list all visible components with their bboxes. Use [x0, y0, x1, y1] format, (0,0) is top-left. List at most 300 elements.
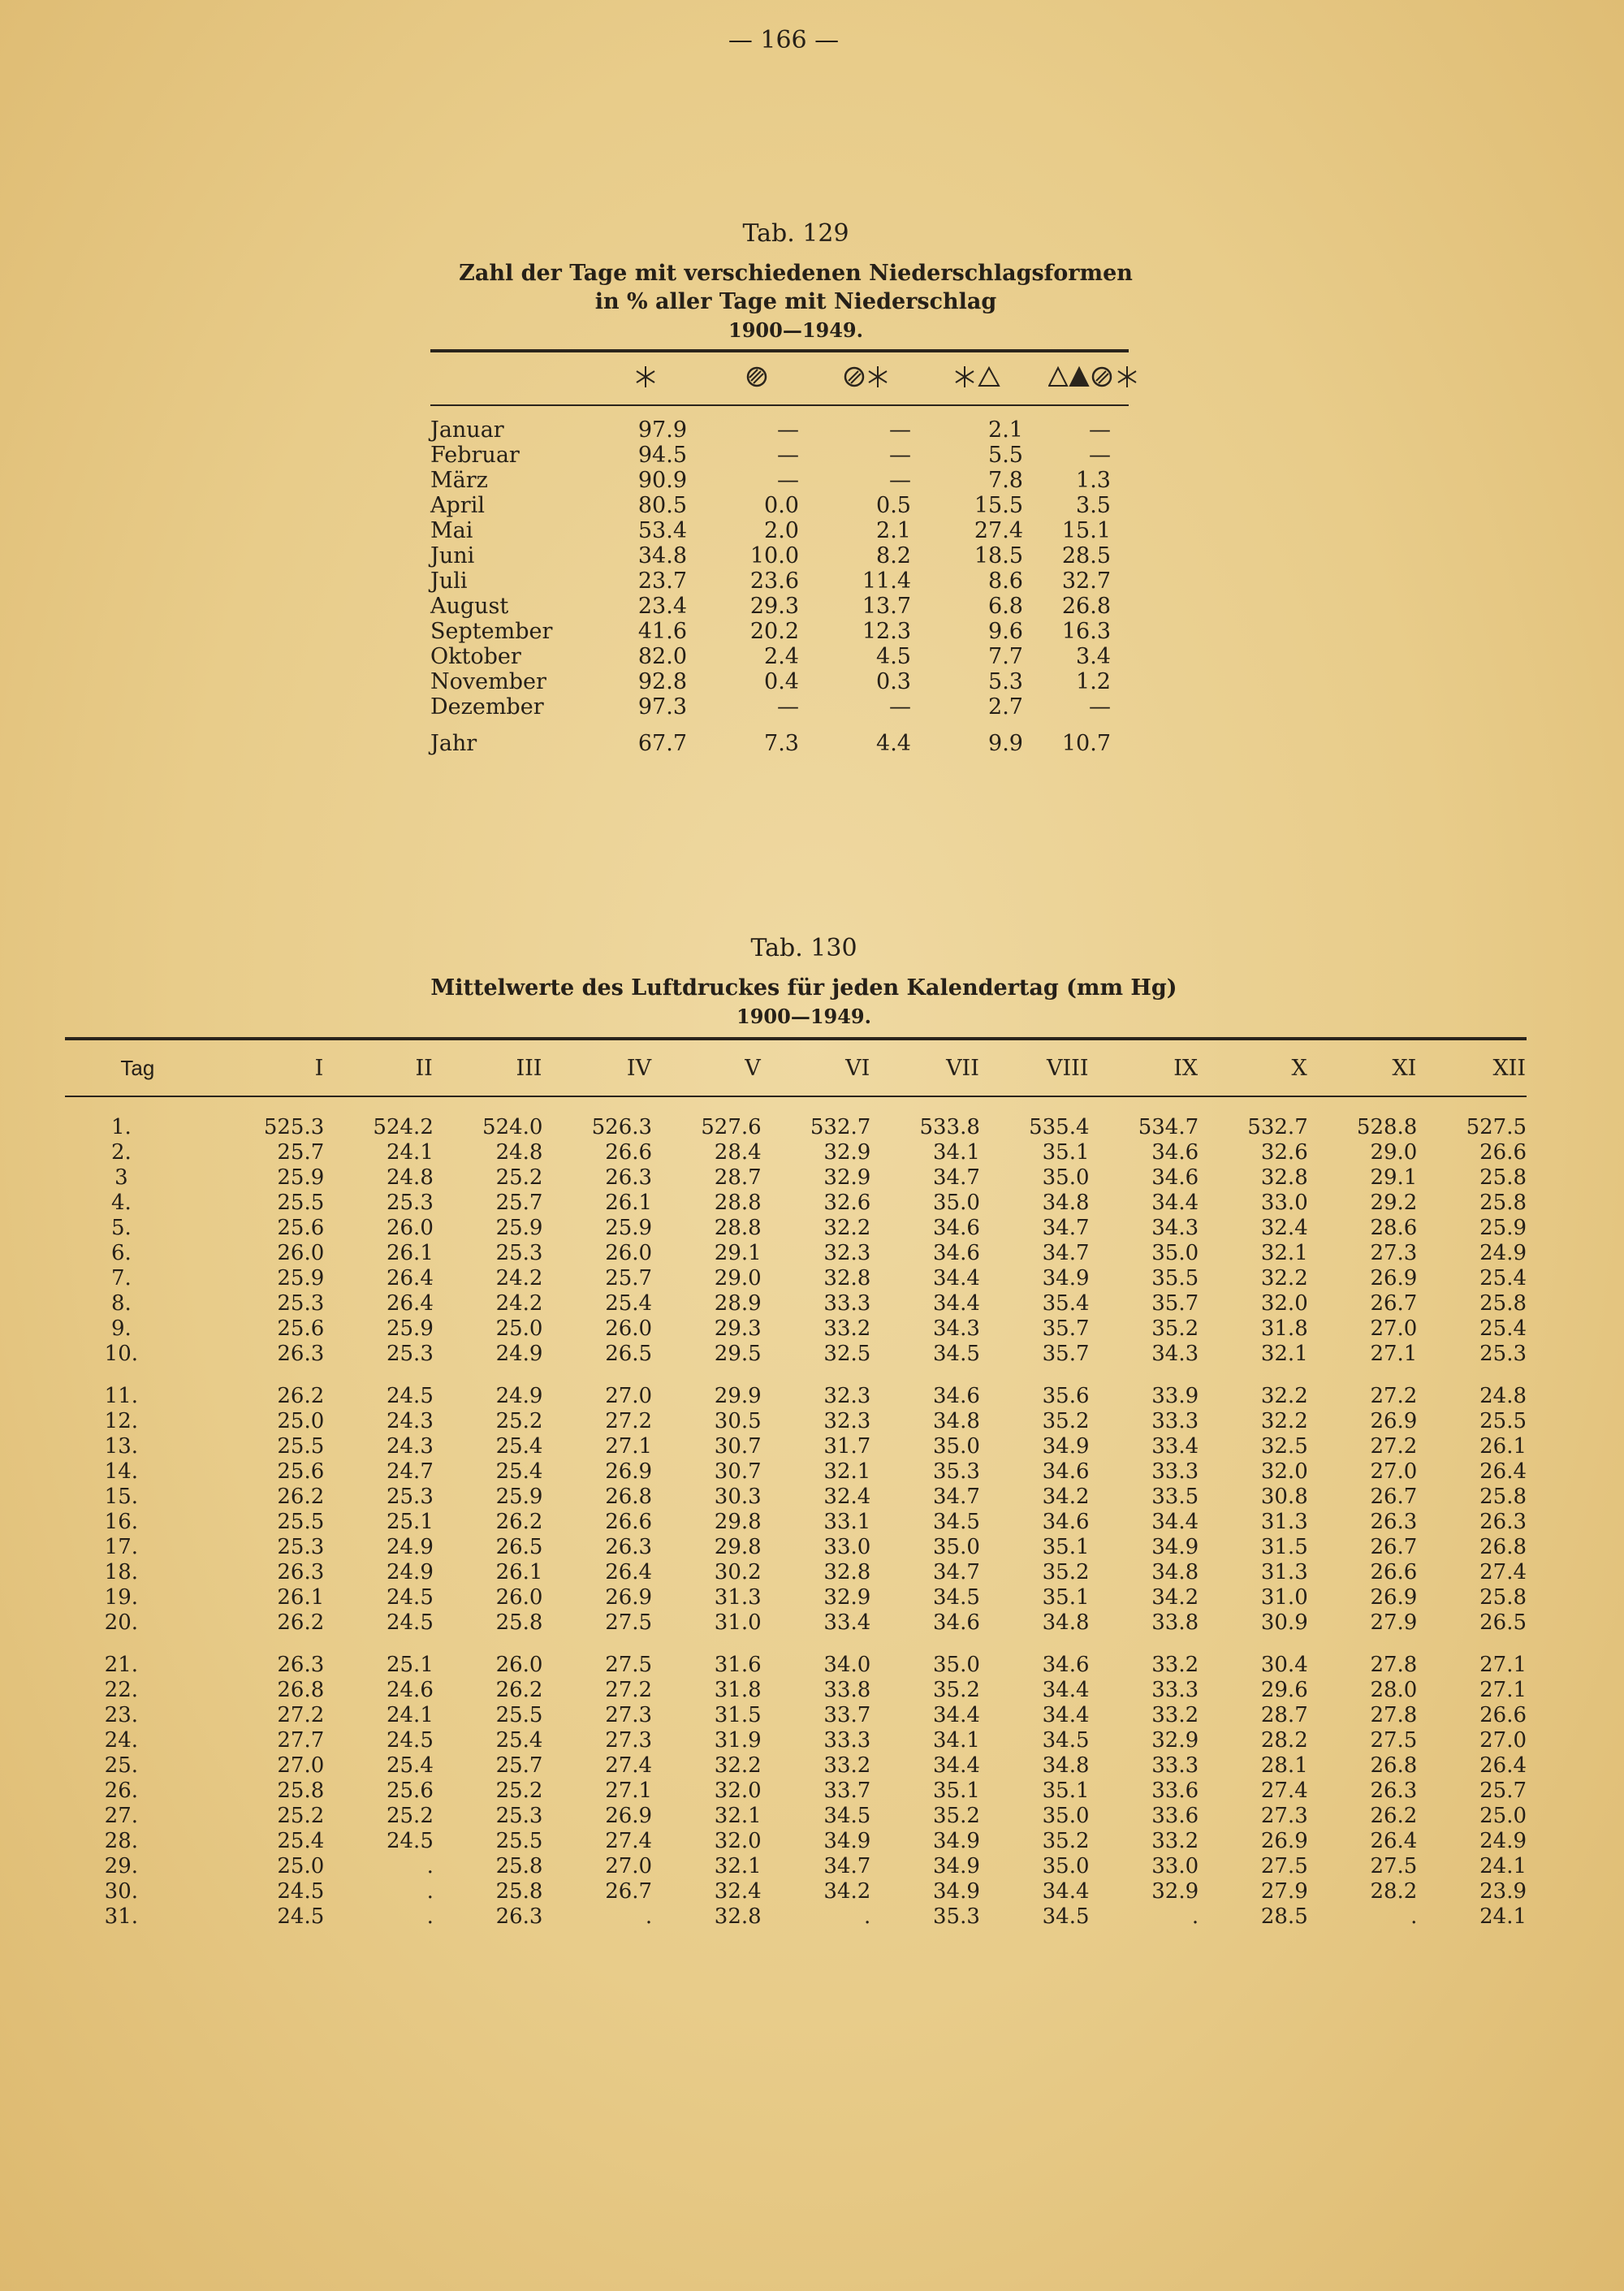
pressure-cell: 535.4	[1029, 1115, 1090, 1139]
value-cell: 90.9	[637, 468, 687, 493]
value-cell: 7.7	[988, 644, 1023, 669]
value-cell: 8.2	[876, 543, 911, 568]
pressure-cell: 27.5	[1260, 1854, 1308, 1878]
value-cell: 11.4	[862, 568, 911, 594]
pressure-cell: 33.1	[823, 1510, 871, 1534]
pressure-cell: 25.8	[1479, 1165, 1527, 1190]
pressure-cell: 25.9	[277, 1266, 325, 1290]
pressure-cell: 25.4	[495, 1434, 543, 1459]
pressure-cell: 30.9	[1260, 1610, 1308, 1635]
pressure-cell: 31.3	[1260, 1510, 1308, 1534]
table-row	[65, 1191, 1527, 1216]
pressure-cell: 26.8	[1479, 1535, 1527, 1559]
day-label: 2.	[110, 1140, 132, 1165]
pressure-cell: 25.8	[1479, 1291, 1527, 1316]
pressure-cell: 27.2	[277, 1703, 325, 1727]
column-header-month: XI	[1392, 1055, 1417, 1081]
pressure-cell: 25.5	[277, 1434, 325, 1459]
table-row	[65, 1804, 1527, 1829]
pressure-cell: 34.6	[933, 1216, 980, 1240]
pressure-cell: 29.5	[714, 1342, 762, 1366]
value-cell: —	[1089, 417, 1111, 443]
pressure-cell: 27.8	[1370, 1653, 1418, 1677]
pressure-cell: 32.2	[714, 1753, 762, 1778]
pressure-cell: 33.6	[1151, 1804, 1199, 1828]
pressure-cell: 27.4	[1479, 1560, 1527, 1584]
pressure-cell: 25.6	[277, 1316, 325, 1341]
table-row	[65, 1678, 1527, 1703]
table-130-title-line2: 1900—1949.	[736, 1005, 871, 1028]
pressure-cell: 27.0	[1370, 1316, 1418, 1341]
pressure-cell: 25.5	[277, 1191, 325, 1215]
pressure-cell: 32.9	[1151, 1879, 1199, 1904]
table-row	[65, 1560, 1527, 1585]
pressure-cell: 26.6	[605, 1510, 653, 1534]
day-label: 25.	[104, 1753, 139, 1778]
pressure-cell: 24.2	[495, 1266, 543, 1290]
pressure-cell: 35.0	[1042, 1854, 1090, 1878]
table-row	[65, 1241, 1527, 1266]
pressure-cell: 33.3	[1151, 1678, 1199, 1702]
table-row	[65, 1434, 1527, 1459]
rain-icon	[702, 365, 812, 392]
pressure-cell: 26.2	[277, 1485, 325, 1509]
pressure-cell: 29.8	[714, 1535, 762, 1559]
pressure-cell: 24.7	[386, 1459, 434, 1484]
pressure-cell: 25.5	[277, 1510, 325, 1534]
pressure-cell: 27.4	[1260, 1779, 1308, 1803]
pressure-cell: .	[426, 1854, 434, 1878]
pressure-cell: 31.5	[714, 1703, 762, 1727]
pressure-cell: 25.4	[1479, 1266, 1527, 1290]
value-cell: 28.5	[1061, 543, 1111, 568]
table-row	[65, 1728, 1527, 1753]
pressure-cell: 26.7	[1370, 1485, 1418, 1509]
table-row	[65, 1753, 1527, 1779]
pressure-cell: 35.7	[1042, 1342, 1090, 1366]
value-cell: 53.4	[637, 518, 687, 543]
table-130-body	[65, 1115, 1527, 1930]
pressure-cell: 27.3	[1260, 1804, 1308, 1828]
value-cell: 5.3	[988, 669, 1023, 694]
pressure-cell: 24.5	[386, 1384, 434, 1408]
pressure-cell: 28.6	[1370, 1216, 1418, 1240]
pressure-cell: 34.9	[1042, 1434, 1090, 1459]
pressure-cell: 30.3	[714, 1485, 762, 1509]
value-cell: 16.3	[1061, 619, 1111, 644]
pressure-cell: 28.8	[714, 1216, 762, 1240]
pressure-cell: 35.3	[933, 1904, 980, 1929]
pressure-cell: 25.2	[386, 1804, 434, 1828]
pressure-cell: 27.2	[605, 1678, 653, 1702]
pressure-cell: 35.7	[1151, 1291, 1199, 1316]
table-row	[65, 1115, 1527, 1140]
table-row	[430, 644, 1129, 669]
pressure-cell: 528.8	[1356, 1115, 1418, 1139]
value-cell: —	[777, 694, 799, 720]
pressure-cell: 26.0	[605, 1241, 653, 1265]
pressure-cell: 27.2	[1370, 1384, 1418, 1408]
pressure-cell: 25.9	[495, 1216, 543, 1240]
pressure-cell: 34.1	[933, 1140, 980, 1165]
pressure-cell: 26.2	[495, 1678, 543, 1702]
pressure-cell: 27.0	[1479, 1728, 1527, 1753]
table-129	[430, 219, 1161, 756]
pressure-cell: 24.1	[386, 1703, 434, 1727]
column-header-month: VI	[845, 1055, 870, 1081]
snow-hail-icon	[922, 365, 1033, 392]
pressure-cell: 32.9	[823, 1165, 871, 1190]
pressure-cell: 31.8	[1260, 1316, 1308, 1341]
value-cell: 4.5	[876, 644, 911, 669]
pressure-cell: 31.7	[823, 1434, 871, 1459]
table-129-title-line1: Zahl der Tage mit verschiedenen Niederschlagsformen	[459, 261, 1133, 286]
pressure-cell: 33.3	[1151, 1459, 1199, 1484]
pressure-cell: 31.6	[714, 1653, 762, 1677]
pressure-cell: 32.3	[823, 1241, 871, 1265]
pressure-cell: 26.4	[1479, 1459, 1527, 1484]
pressure-cell: 25.5	[495, 1703, 543, 1727]
day-label: 26.	[104, 1779, 139, 1803]
pressure-cell: 35.4	[1042, 1291, 1090, 1316]
value-cell: 0.3	[876, 669, 911, 694]
pressure-cell: 35.2	[933, 1678, 980, 1702]
pressure-cell: 25.9	[277, 1165, 325, 1190]
value-cell: —	[1089, 443, 1111, 468]
pressure-cell: 25.8	[1479, 1585, 1527, 1610]
table-row	[65, 1610, 1527, 1636]
value-cell: 2.4	[764, 644, 799, 669]
pressure-cell: 26.9	[605, 1459, 653, 1484]
pressure-cell: 25.3	[386, 1342, 434, 1366]
pressure-cell: 26.3	[277, 1560, 325, 1584]
pressure-cell: 26.3	[1370, 1779, 1418, 1803]
pressure-cell: 26.9	[1370, 1266, 1418, 1290]
table-130	[65, 934, 1527, 1930]
pressure-cell: 31.9	[714, 1728, 762, 1753]
pressure-cell: 32.2	[823, 1216, 871, 1240]
pressure-cell: 26.7	[1370, 1291, 1418, 1316]
day-label: 28.	[104, 1829, 139, 1853]
pressure-cell: 34.9	[933, 1829, 980, 1853]
column-header-month: II	[415, 1055, 433, 1081]
day-label: 3	[114, 1165, 128, 1190]
pressure-cell: 26.5	[1479, 1610, 1527, 1635]
pressure-cell: 32.3	[823, 1384, 871, 1408]
table-row	[65, 1316, 1527, 1342]
pressure-cell: 34.4	[1042, 1703, 1090, 1727]
pressure-cell: 532.7	[810, 1115, 871, 1139]
pressure-cell: 26.5	[495, 1535, 543, 1559]
value-cell: 2.0	[764, 518, 799, 543]
day-label: 7.	[110, 1266, 132, 1290]
pressure-cell: 25.8	[277, 1779, 325, 1803]
value-cell: 3.5	[1076, 493, 1111, 518]
pressure-cell: 33.2	[1151, 1653, 1199, 1677]
pressure-cell: 26.1	[386, 1241, 434, 1265]
value-cell: 1.2	[1076, 669, 1111, 694]
value-cell: 7.3	[764, 731, 799, 756]
pressure-cell: 34.6	[1042, 1653, 1090, 1677]
day-label: 15.	[104, 1485, 139, 1509]
pressure-cell: 32.4	[714, 1879, 762, 1904]
pressure-cell: 25.1	[386, 1510, 434, 1534]
pressure-cell: 32.0	[1260, 1459, 1308, 1484]
pressure-cell: 25.7	[277, 1140, 325, 1165]
value-cell: 15.1	[1061, 518, 1111, 543]
table-row	[65, 1216, 1527, 1241]
value-cell: 9.9	[988, 731, 1023, 756]
pressure-cell: 25.4	[495, 1459, 543, 1484]
pressure-cell: 32.1	[823, 1459, 871, 1484]
pressure-cell: 32.2	[1260, 1384, 1308, 1408]
pressure-cell: 26.4	[386, 1291, 434, 1316]
pressure-cell: 25.8	[495, 1610, 543, 1635]
pressure-cell: 27.0	[605, 1854, 653, 1878]
pressure-cell: 35.0	[933, 1653, 980, 1677]
month-label: April	[430, 493, 485, 518]
pressure-cell: 35.1	[1042, 1779, 1090, 1803]
pressure-cell: 25.3	[277, 1535, 325, 1559]
pressure-cell: 26.3	[277, 1342, 325, 1366]
column-header-month: VII	[946, 1055, 979, 1081]
pressure-cell: 24.8	[386, 1165, 434, 1190]
table-row	[65, 1510, 1527, 1535]
pressure-cell: 32.5	[823, 1342, 871, 1366]
pressure-cell: 32.1	[1260, 1241, 1308, 1265]
pressure-cell: 26.6	[1479, 1140, 1527, 1165]
pressure-cell: 26.8	[605, 1485, 653, 1509]
value-cell: 23.6	[749, 568, 799, 594]
pressure-cell: 25.7	[495, 1753, 543, 1778]
pressure-cell: 26.3	[605, 1535, 653, 1559]
pressure-cell: 27.8	[1370, 1703, 1418, 1727]
pressure-cell: 31.3	[1260, 1560, 1308, 1584]
pressure-cell: 34.7	[933, 1165, 980, 1190]
table-row	[430, 417, 1129, 443]
pressure-cell: 33.8	[1151, 1610, 1199, 1635]
value-cell: 18.5	[974, 543, 1023, 568]
pressure-cell: 25.7	[495, 1191, 543, 1215]
pressure-cell: 27.5	[605, 1653, 653, 1677]
rain-snow-icon	[812, 365, 922, 392]
pressure-cell: 27.2	[1370, 1434, 1418, 1459]
pressure-cell: 26.4	[386, 1266, 434, 1290]
pressure-cell: 24.2	[495, 1291, 543, 1316]
pressure-cell: 35.0	[1042, 1804, 1090, 1828]
day-label: 1.	[110, 1115, 132, 1139]
month-label: Juli	[430, 568, 468, 594]
value-cell: 15.5	[974, 493, 1023, 518]
pressure-cell: 26.8	[277, 1678, 325, 1702]
table-row	[430, 443, 1129, 468]
value-cell: 92.8	[637, 669, 687, 694]
pressure-cell: .	[1410, 1904, 1418, 1929]
value-cell: 0.5	[876, 493, 911, 518]
pressure-cell: 26.0	[277, 1241, 325, 1265]
pressure-cell: 35.1	[1042, 1585, 1090, 1610]
pressure-cell: 24.5	[386, 1585, 434, 1610]
pressure-cell: 34.4	[933, 1703, 980, 1727]
pressure-cell: 24.8	[1479, 1384, 1527, 1408]
value-cell: 97.9	[637, 417, 687, 443]
pressure-cell: 34.2	[823, 1879, 871, 1904]
pressure-cell: 32.2	[1260, 1409, 1308, 1433]
pressure-cell: 25.4	[1479, 1316, 1527, 1341]
pressure-cell: 27.5	[605, 1610, 653, 1635]
pressure-cell: 34.5	[933, 1510, 980, 1534]
pressure-cell: 525.3	[263, 1115, 325, 1139]
value-cell: 34.8	[637, 543, 687, 568]
pressure-cell: 34.4	[1042, 1879, 1090, 1904]
pressure-cell: 34.8	[1042, 1610, 1090, 1635]
day-label: 8.	[110, 1291, 132, 1316]
column-header-month: VIII	[1047, 1055, 1089, 1081]
pressure-cell: 32.5	[1260, 1434, 1308, 1459]
pressure-cell: 30.8	[1260, 1485, 1308, 1509]
month-label: November	[430, 669, 546, 694]
pressure-cell: 25.2	[495, 1779, 543, 1803]
pressure-cell: 33.5	[1151, 1485, 1199, 1509]
pressure-cell: 24.1	[386, 1140, 434, 1165]
pressure-cell: 27.3	[605, 1703, 653, 1727]
pressure-cell: 26.0	[495, 1653, 543, 1677]
pressure-cell: 34.4	[933, 1266, 980, 1290]
pressure-cell: 34.9	[1151, 1535, 1199, 1559]
pressure-cell: 24.9	[386, 1535, 434, 1559]
table-row	[65, 1854, 1527, 1879]
pressure-cell: 27.9	[1260, 1879, 1308, 1904]
pressure-cell: 34.2	[1151, 1585, 1199, 1610]
value-cell: 27.4	[974, 518, 1023, 543]
table-row	[65, 1585, 1527, 1610]
month-label: Dezember	[430, 694, 544, 720]
pressure-cell: 24.5	[386, 1829, 434, 1853]
table-row	[430, 619, 1129, 644]
pressure-cell: 34.4	[933, 1753, 980, 1778]
pressure-cell: 33.0	[823, 1535, 871, 1559]
pressure-cell: 26.0	[605, 1316, 653, 1341]
day-label: 23.	[104, 1703, 139, 1727]
day-label: 12.	[104, 1409, 139, 1433]
column-header-month: IX	[1173, 1055, 1199, 1081]
value-cell: 5.5	[988, 443, 1023, 468]
value-cell: 82.0	[637, 644, 687, 669]
pressure-cell: 25.5	[495, 1829, 543, 1853]
pressure-cell: 32.8	[714, 1904, 762, 1929]
value-cell: —	[889, 468, 911, 493]
pressure-cell: 24.9	[1479, 1829, 1527, 1853]
table-row	[430, 518, 1129, 543]
value-cell: —	[889, 443, 911, 468]
pressure-cell: 35.0	[1042, 1165, 1090, 1190]
pressure-cell: 26.1	[605, 1191, 653, 1215]
pressure-cell: 26.8	[1370, 1753, 1418, 1778]
day-label: 14.	[104, 1459, 139, 1484]
pressure-cell: 34.6	[933, 1241, 980, 1265]
pressure-cell: 28.9	[714, 1291, 762, 1316]
pressure-cell: 25.9	[386, 1316, 434, 1341]
pressure-cell: 35.2	[1042, 1560, 1090, 1584]
pressure-cell: 35.0	[933, 1191, 980, 1215]
month-label: Juni	[430, 543, 475, 568]
pressure-cell: 24.8	[495, 1140, 543, 1165]
day-label: 18.	[104, 1560, 139, 1584]
month-label: März	[430, 468, 488, 493]
pressure-cell: 27.3	[1370, 1241, 1418, 1265]
pressure-cell: 34.7	[823, 1854, 871, 1878]
pressure-cell: 27.0	[1370, 1459, 1418, 1484]
pressure-cell: 26.9	[1370, 1409, 1418, 1433]
table-row	[65, 1485, 1527, 1510]
table-row	[65, 1459, 1527, 1485]
pressure-cell: 24.5	[386, 1610, 434, 1635]
value-cell: —	[1089, 694, 1111, 720]
pressure-cell: 34.8	[1042, 1191, 1090, 1215]
pressure-cell: 26.9	[605, 1804, 653, 1828]
hail-graupel-rain-snow-icon	[1033, 365, 1161, 392]
table-129-body	[430, 417, 1129, 756]
page-number: — 166 —	[728, 26, 840, 54]
pressure-cell: 33.6	[1151, 1779, 1199, 1803]
pressure-cell: 25.4	[386, 1753, 434, 1778]
table-row	[65, 1829, 1527, 1854]
day-label: 19.	[104, 1585, 139, 1610]
pressure-cell: 25.3	[277, 1291, 325, 1316]
pressure-cell: 533.8	[919, 1115, 980, 1139]
pressure-cell: 34.9	[933, 1879, 980, 1904]
pressure-cell: 526.3	[591, 1115, 653, 1139]
table-row	[65, 1409, 1527, 1434]
pressure-cell: 34.9	[1042, 1266, 1090, 1290]
pressure-cell: 33.9	[1151, 1384, 1199, 1408]
month-label: Mai	[430, 518, 473, 543]
pressure-cell: 27.7	[277, 1728, 325, 1753]
pressure-cell: 27.4	[605, 1829, 653, 1853]
pressure-cell: 34.3	[1151, 1342, 1199, 1366]
pressure-cell: 35.0	[933, 1434, 980, 1459]
pressure-cell: 24.5	[277, 1879, 325, 1904]
pressure-cell: 31.5	[1260, 1535, 1308, 1559]
pressure-cell: 27.5	[1370, 1728, 1418, 1753]
month-label: Jahr	[430, 731, 477, 756]
pressure-cell: 33.4	[823, 1610, 871, 1635]
pressure-cell: 26.6	[1370, 1560, 1418, 1584]
pressure-cell: 34.3	[933, 1316, 980, 1341]
column-header-month: III	[516, 1055, 542, 1081]
table-row	[65, 1291, 1527, 1316]
pressure-cell: .	[864, 1904, 871, 1929]
value-cell: —	[777, 468, 799, 493]
pressure-cell: 32.0	[1260, 1291, 1308, 1316]
day-label: 30.	[104, 1879, 139, 1904]
pressure-cell: 27.4	[605, 1753, 653, 1778]
pressure-cell: 25.3	[386, 1191, 434, 1215]
pressure-cell: 34.2	[1042, 1485, 1090, 1509]
pressure-cell: 35.5	[1151, 1266, 1199, 1290]
table-130-caption: Tab. 130	[750, 934, 857, 962]
value-cell: 80.5	[637, 493, 687, 518]
pressure-cell: 25.4	[605, 1291, 653, 1316]
pressure-cell: 32.1	[714, 1854, 762, 1878]
pressure-cell: 28.0	[1370, 1678, 1418, 1702]
table-130-header	[65, 1040, 1527, 1096]
pressure-cell: 24.3	[386, 1409, 434, 1433]
pressure-cell: 34.6	[1151, 1140, 1199, 1165]
pressure-cell: 26.3	[1370, 1510, 1418, 1534]
pressure-cell: 32.8	[1260, 1165, 1308, 1190]
pressure-cell: 34.8	[1042, 1753, 1090, 1778]
